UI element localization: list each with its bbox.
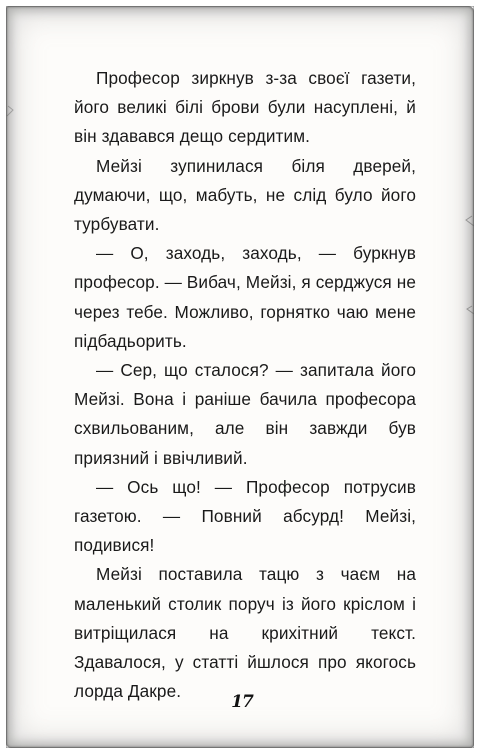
paragraph: Мейзі зупинилася біля дверей, думаючи, що, мабуть, не слід було його турбувати. bbox=[74, 155, 416, 235]
paragraph: — Сер, що сталося? — запитала його Мейзі. Вона і раніше бачила професора схвильованим, але він завжди був приязний і ввічливий. bbox=[74, 360, 416, 468]
paragraph: — Ось що! — Професор потрусив газетою. — Повний абсурд! Мейзі, подивися! bbox=[74, 476, 416, 556]
paragraph: Мейзі поставила тацю з чаєм на маленький столик поруч із його кріслом і витріщилася на крихітний текст. Здавалося, у статті йшлося про якогось лорда Дакре. bbox=[74, 564, 416, 702]
paragraph: Професор зиркнув з-за своєї газети, його великі білі брови були насуплені, й він здавався дещо сердитим. bbox=[74, 68, 416, 147]
story-text bbox=[74, 64, 416, 706]
paragraph: — О, заходь, заходь, — буркнув професор. — Вибач, Мейзі, я серджуся не через тебе. Можливо, горнятко чаю мене підбадьорить. bbox=[74, 243, 416, 351]
page-number: 17 bbox=[231, 692, 253, 712]
